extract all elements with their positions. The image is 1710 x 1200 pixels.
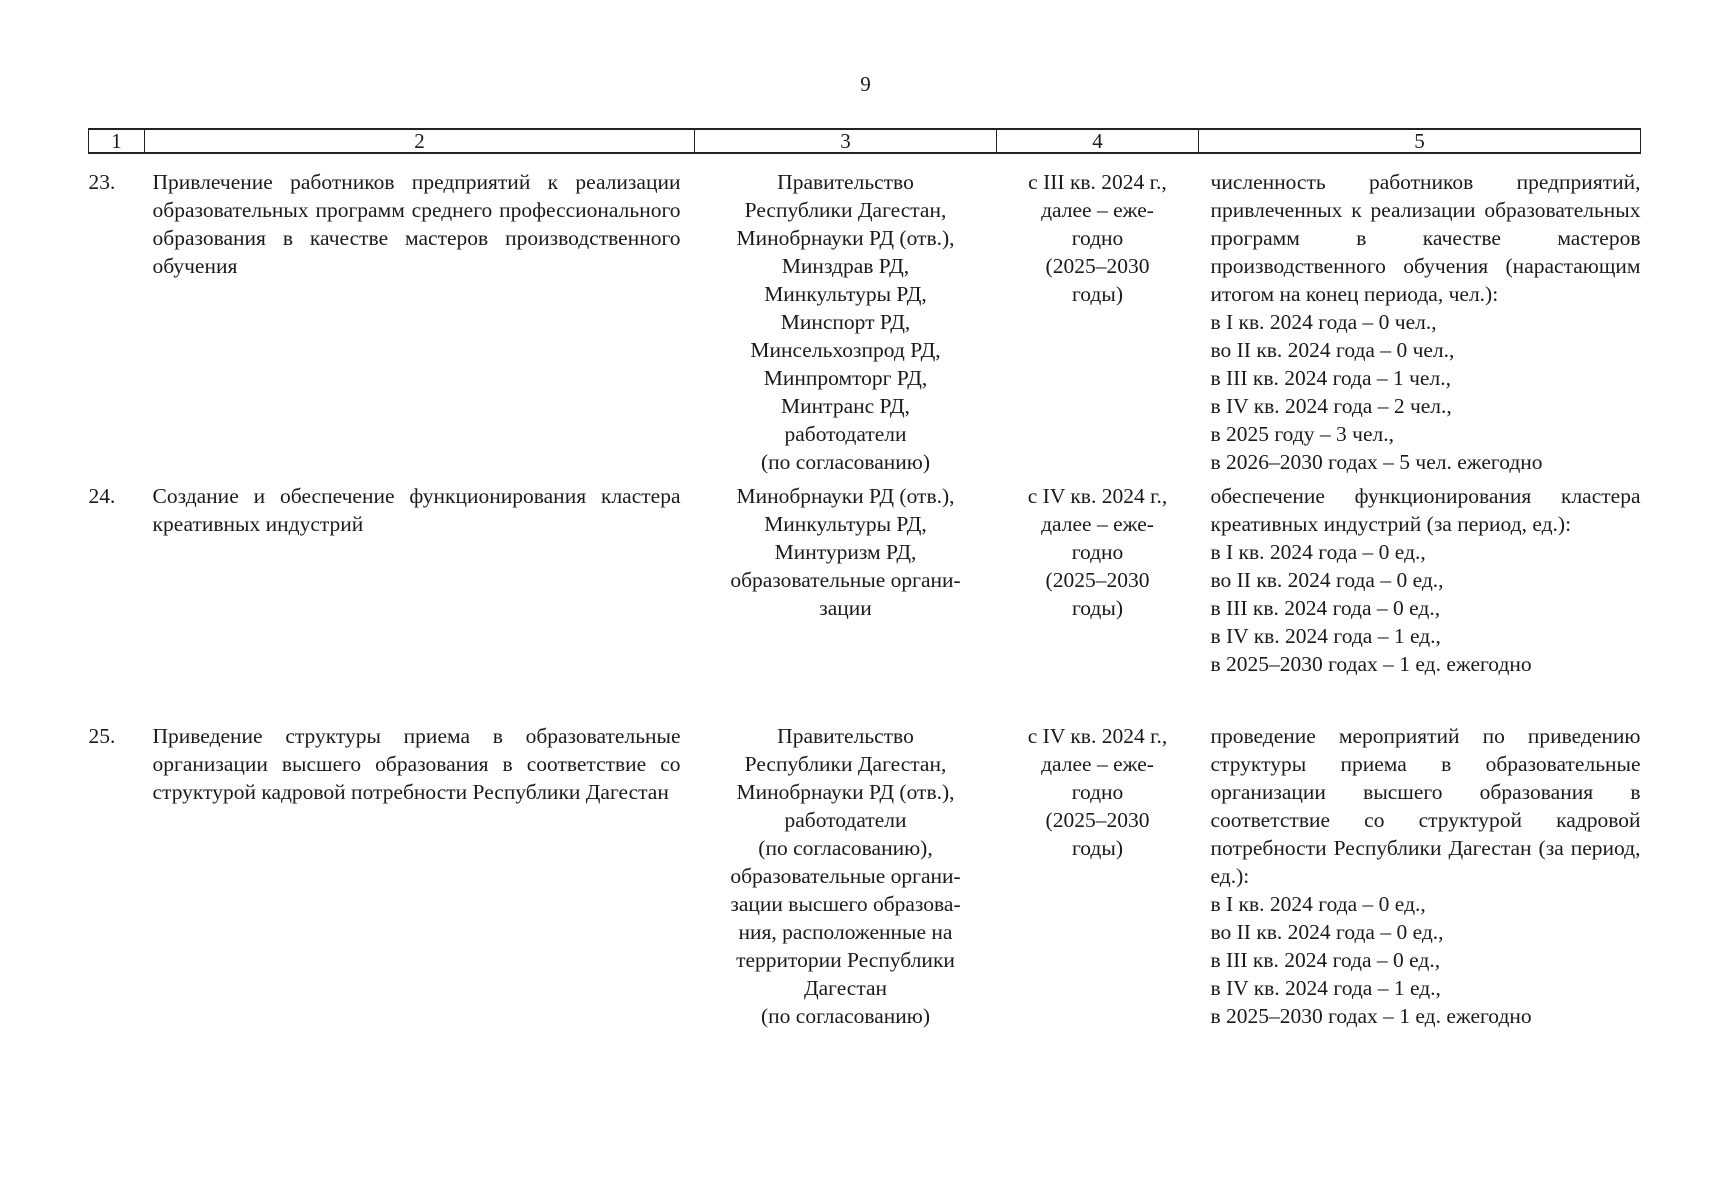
indicator-value: в 2026–2030 годах – 5 чел. ежегодно bbox=[1210, 450, 1543, 474]
column-header-3: 3 bbox=[695, 129, 997, 153]
table-row bbox=[89, 722, 1641, 1042]
indicator-value: в IV кв. 2024 года – 2 чел., bbox=[1210, 394, 1452, 418]
table-header bbox=[89, 129, 1641, 153]
indicator-value: в III кв. 2024 года – 0 ед., bbox=[1210, 948, 1441, 972]
table-row bbox=[89, 153, 1641, 482]
term-line: далее – еже- bbox=[1041, 512, 1154, 536]
indicator-value: в 2025–2030 годах – 1 ед. ежегодно bbox=[1210, 652, 1532, 676]
row-number: 24. bbox=[88, 484, 116, 508]
term-line: годно bbox=[1071, 540, 1124, 564]
indicator-value: во II кв. 2024 года – 0 ед., bbox=[1210, 920, 1444, 944]
executor-line: Дагестан bbox=[803, 976, 888, 1000]
indicator-value: в IV кв. 2024 года – 1 ед., bbox=[1210, 976, 1441, 1000]
term-line: с IV кв. 2024 г., bbox=[1027, 484, 1168, 508]
term-line: (2025–2030 bbox=[1045, 568, 1150, 592]
indicator-value: в 2025 году – 3 чел., bbox=[1210, 422, 1394, 446]
column-header-5: 5 bbox=[1199, 129, 1641, 153]
executor-line: Минобрнауки РД (отв.), bbox=[736, 780, 955, 804]
term-line: годы) bbox=[1072, 836, 1123, 860]
measure-description: Приведение структуры приема в образовательные организации высшего образования в соответствие со структурой кадровой потребности Республики Дагестан bbox=[152, 724, 681, 804]
executor-line: зации bbox=[819, 596, 872, 620]
executors-cell bbox=[695, 153, 997, 482]
term-line: далее – еже- bbox=[1041, 198, 1154, 222]
executor-line: (по согласованию) bbox=[760, 1004, 931, 1028]
indicator-value: в I кв. 2024 года – 0 ед., bbox=[1210, 892, 1426, 916]
executor-line: (по согласованию), bbox=[758, 836, 933, 860]
executor-line: образовательные органи- bbox=[730, 864, 961, 888]
indicator-cell bbox=[1199, 722, 1641, 1042]
row-number: 25. bbox=[88, 724, 116, 748]
executor-line: Республики Дагестан, bbox=[744, 752, 947, 776]
term-line: (2025–2030 bbox=[1045, 808, 1150, 832]
term-line: с III кв. 2024 г., bbox=[1028, 170, 1167, 194]
column-header-1: 1 bbox=[89, 129, 145, 153]
indicator-value: в IV кв. 2024 года – 1 ед., bbox=[1210, 624, 1441, 648]
indicator-title: обеспечение функционирования кластера креативных индустрий (за период, ед.): bbox=[1210, 484, 1641, 536]
executor-line: Минкультуры РД, bbox=[764, 512, 927, 536]
indicator-value: во II кв. 2024 года – 0 ед., bbox=[1210, 568, 1444, 592]
measure-description: Привлечение работников предприятий к реализации образовательных программ среднего профессионального образования в качестве мастеров производственного обучения bbox=[152, 170, 681, 278]
indicator-value: в I кв. 2024 года – 0 чел., bbox=[1210, 310, 1437, 334]
term-line: с IV кв. 2024 г., bbox=[1027, 724, 1168, 748]
executor-line: Минздрав РД, bbox=[781, 254, 910, 278]
executor-line: территории Республики bbox=[736, 948, 955, 972]
executor-line: Минтранс РД, bbox=[781, 394, 910, 418]
indicator-title: численность работников предприятий, привлеченных к реализации образовательных программ в качестве мастеров производственного обучения (нарастающим итогом на конец периода, чел.): bbox=[1210, 170, 1641, 306]
term-line: годы) bbox=[1072, 282, 1123, 306]
executor-line: Минкультуры РД, bbox=[764, 282, 927, 306]
term-line: годно bbox=[1071, 780, 1124, 804]
term-line: годы) bbox=[1072, 596, 1123, 620]
indicator-value: во II кв. 2024 года – 0 чел., bbox=[1210, 338, 1455, 362]
indicator-title: проведение мероприятий по приведению структуры приема в образовательные организации высшего образования в соответствие со структурой кадровой потребности Республики Дагестан (за период, ед.): bbox=[1210, 724, 1641, 888]
executor-line: зации высшего образова- bbox=[730, 892, 961, 916]
indicator-value: в 2025–2030 годах – 1 ед. ежегодно bbox=[1210, 1004, 1532, 1028]
executor-line: Минпромторг РД, bbox=[763, 366, 928, 390]
indicator-cell bbox=[1199, 153, 1641, 482]
term-cell bbox=[997, 153, 1199, 482]
executor-line: Минспорт РД, bbox=[780, 310, 911, 334]
executor-line: работодатели bbox=[784, 808, 907, 832]
executor-line: ния, расположенные на bbox=[738, 920, 953, 944]
page-number: 9 bbox=[860, 72, 871, 96]
column-header-4: 4 bbox=[997, 129, 1199, 153]
executor-line: (по согласованию) bbox=[760, 450, 931, 474]
executors-cell bbox=[695, 722, 997, 1042]
term-cell bbox=[997, 482, 1199, 722]
executor-line: Республики Дагестан, bbox=[744, 198, 947, 222]
executor-line: Минсельхозпрод РД, bbox=[750, 338, 941, 362]
executor-line: Правительство bbox=[777, 724, 914, 748]
table-row bbox=[89, 482, 1641, 722]
indicator-cell bbox=[1199, 482, 1641, 722]
measure-description: Создание и обеспечение функционирования кластера креативных индустрий bbox=[152, 484, 681, 536]
term-line: (2025–2030 bbox=[1045, 254, 1150, 278]
term-line: годно bbox=[1071, 226, 1124, 250]
term-cell bbox=[997, 722, 1199, 1042]
indicator-value: в III кв. 2024 года – 1 чел., bbox=[1210, 366, 1451, 390]
executor-line: Минобрнауки РД (отв.), bbox=[736, 226, 955, 250]
column-header-2: 2 bbox=[145, 129, 695, 153]
measures-table bbox=[88, 128, 1641, 1042]
executor-line: Минобрнауки РД (отв.), bbox=[736, 484, 955, 508]
executor-line: образовательные органи- bbox=[730, 568, 961, 592]
indicator-value: в I кв. 2024 года – 0 ед., bbox=[1210, 540, 1426, 564]
term-line: далее – еже- bbox=[1041, 752, 1154, 776]
executor-line: работодатели bbox=[784, 422, 907, 446]
executors-cell bbox=[695, 482, 997, 722]
executor-line: Минтуризм РД, bbox=[774, 540, 917, 564]
executor-line: Правительство bbox=[777, 170, 914, 194]
row-number: 23. bbox=[88, 170, 116, 194]
indicator-value: в III кв. 2024 года – 0 ед., bbox=[1210, 596, 1441, 620]
